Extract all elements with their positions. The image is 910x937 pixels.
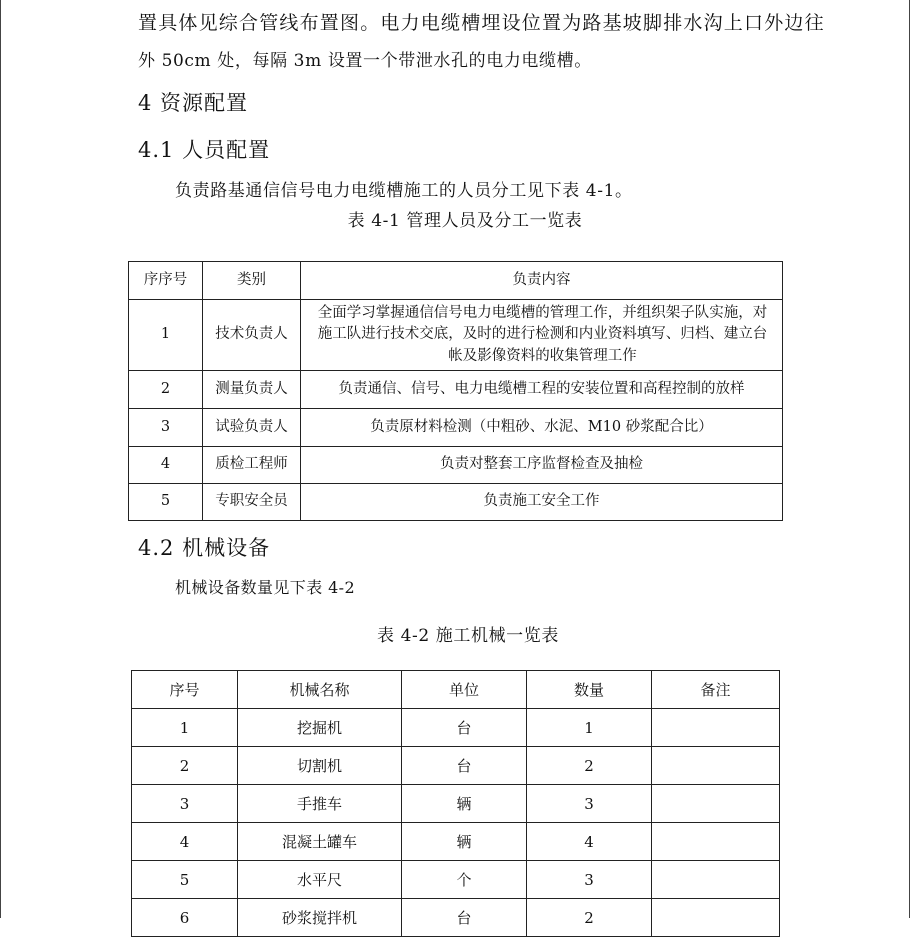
column-header: 序号 <box>132 671 238 709</box>
cell-unit: 辆 <box>402 785 527 823</box>
cell-remark <box>652 785 780 823</box>
cell-machine-name: 挖掘机 <box>238 709 402 747</box>
cell-quantity: 4 <box>527 823 652 861</box>
cell-index: 3 <box>132 785 238 823</box>
cell-remark <box>652 709 780 747</box>
cell-unit: 台 <box>402 709 527 747</box>
cell-index: 1 <box>132 709 238 747</box>
table-row <box>129 371 783 409</box>
column-header: 备注 <box>652 671 780 709</box>
cell-quantity: 1 <box>527 709 652 747</box>
cell-machine-name: 切割机 <box>238 747 402 785</box>
cell-remark <box>652 823 780 861</box>
cell-duty: 负责对整套工序监督检查及抽检 <box>301 447 783 484</box>
cell-unit: 台 <box>402 747 527 785</box>
cell-index: 2 <box>132 747 238 785</box>
cell-machine-name: 水平尺 <box>238 861 402 899</box>
cell-role: 试验负责人 <box>203 409 301 447</box>
machinery-table <box>131 670 780 937</box>
table-row <box>132 861 780 899</box>
cell-index: 2 <box>129 371 203 409</box>
section-heading: 4 资源配置 <box>138 91 249 115</box>
cell-unit: 台 <box>402 899 527 937</box>
table-row <box>129 484 783 521</box>
table-header-row <box>132 671 780 709</box>
cell-index: 6 <box>132 899 238 937</box>
body-text-line: 置具体见综合管线布置图。电力电缆槽埋设位置为路基坡脚排水沟上口外边往 <box>138 12 825 34</box>
cell-role: 技术负责人 <box>203 300 301 371</box>
cell-index: 3 <box>129 409 203 447</box>
table-caption: 表 4-2 施工机械一览表 <box>377 626 559 646</box>
cell-index: 5 <box>129 484 203 521</box>
table-caption: 表 4-1 管理人员及分工一览表 <box>347 211 583 231</box>
cell-quantity: 3 <box>527 785 652 823</box>
cell-duty: 负责原材料检测（中粗砂、水泥、M10 砂浆配合比） <box>301 409 783 447</box>
table-row <box>129 447 783 484</box>
cell-duty: 全面学习掌握通信信号电力电缆槽的管理工作，并组织架子队实施，对施工队进行技术交底，及时的进行检测和内业资料填写、归档、建立台帐及影像资料的收集管理工作 <box>301 300 783 371</box>
column-header: 类别 <box>203 262 301 300</box>
paragraph: 机械设备数量见下表 4-2 <box>175 578 356 597</box>
cell-index: 5 <box>132 861 238 899</box>
cell-index: 1 <box>129 300 203 371</box>
paragraph: 负责路基通信信号电力电缆槽施工的人员分工见下表 4-1。 <box>175 181 633 201</box>
cell-machine-name: 手推车 <box>238 785 402 823</box>
cell-unit: 个 <box>402 861 527 899</box>
cell-role: 专职安全员 <box>203 484 301 521</box>
column-header: 数量 <box>527 671 652 709</box>
cell-index: 4 <box>129 447 203 484</box>
cell-duty: 负责施工安全工作 <box>301 484 783 521</box>
table-row <box>132 747 780 785</box>
subsection-heading: 4.1 人员配置 <box>138 138 271 162</box>
column-header: 单位 <box>402 671 527 709</box>
staff-table <box>128 261 783 521</box>
table-row <box>132 823 780 861</box>
table-row <box>129 300 783 371</box>
table-row <box>129 409 783 447</box>
cell-quantity: 3 <box>527 861 652 899</box>
table-row <box>132 785 780 823</box>
cell-quantity: 2 <box>527 747 652 785</box>
cell-role: 测量负责人 <box>203 371 301 409</box>
column-header: 机械名称 <box>238 671 402 709</box>
table-row <box>132 899 780 937</box>
column-header: 负责内容 <box>301 262 783 300</box>
body-text-line: 外 50cm 处，每隔 3m 设置一个带泄水孔的电力电缆槽。 <box>138 51 592 71</box>
cell-machine-name: 混凝土罐车 <box>238 823 402 861</box>
cell-role: 质检工程师 <box>203 447 301 484</box>
table-row <box>132 709 780 747</box>
cell-remark <box>652 861 780 899</box>
cell-remark <box>652 899 780 937</box>
cell-remark <box>652 747 780 785</box>
cell-duty: 负责通信、信号、电力电缆槽工程的安装位置和高程控制的放样 <box>301 371 783 409</box>
cell-unit: 辆 <box>402 823 527 861</box>
column-header: 序序号 <box>129 262 203 300</box>
table-header-row <box>129 262 783 300</box>
cell-index: 4 <box>132 823 238 861</box>
cell-machine-name: 砂浆搅拌机 <box>238 899 402 937</box>
subsection-heading: 4.2 机械设备 <box>138 536 271 560</box>
cell-quantity: 2 <box>527 899 652 937</box>
